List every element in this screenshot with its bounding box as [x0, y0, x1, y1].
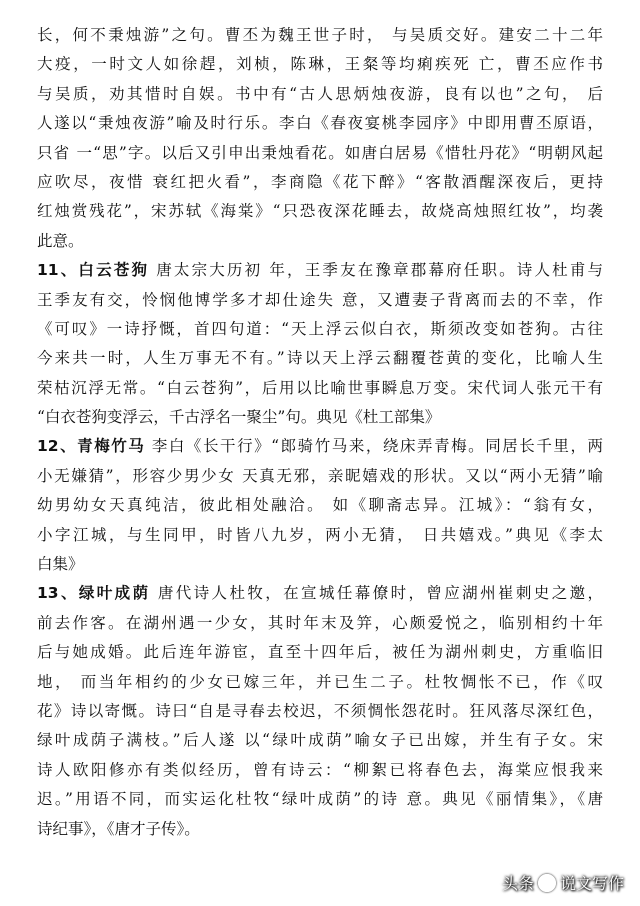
text-line	[37, 815, 603, 844]
section-heading: 13、绿叶成荫	[37, 584, 151, 603]
text-line	[37, 197, 603, 226]
line-text: 人遂以“秉烛夜游”喻及时行乐。李白《春夜宴桃李园序》中即用曹丕原语，	[37, 114, 603, 133]
line-text: 前去作客。在湖州遇一少女，其时年末及笄，心颇爱悦之，临别相约十年	[37, 613, 603, 632]
text-line	[37, 256, 603, 285]
text-line	[37, 21, 603, 50]
line-text: 此意。	[37, 231, 84, 250]
text-line	[37, 50, 603, 79]
line-text: 荣枯沉浮无常。“白云苍狗”，后用以比喻世事瞬息万变。宋代词人张元干有	[37, 378, 603, 397]
line-text: 应吹尽，夜惜 衰红把火看”，李商隐《花下醉》“客散酒醒深夜后，更持	[37, 172, 603, 191]
line-text: 与吴质，劝其惜时自娱。书中有“古人思炳烛夜游，良有以也”之句， 后	[37, 84, 603, 103]
line-text: 后与她成婚。此后连年游宦，直至十四年后，被任为湖州刺史，方重临旧	[37, 643, 603, 662]
text-line	[37, 227, 603, 256]
watermark	[502, 871, 624, 894]
text-line	[37, 756, 603, 785]
line-text: 唐太宗大历初 年，王季友在豫章郡幕府任职。诗人杜甫与	[149, 261, 603, 280]
line-text: 小字江城，与生同甲，时皆八九岁，两小无猜， 日共嬉戏。”典见《李太	[37, 525, 603, 544]
text-line	[37, 139, 603, 168]
line-text: 大疫，一时文人如徐趕，刘桢，陈琳，王粲等均痢疾死 亡，曹丕应作书	[37, 55, 603, 74]
line-text: 诗纪事》，《唐才子传》。	[37, 819, 200, 838]
watermark-left-text: 头条	[501, 874, 534, 893]
line-text: 《可叹》一诗抒慨，首四句道：“天上浮云似白衣，斯须改变如苍狗。古往	[37, 319, 603, 338]
text-line	[37, 668, 603, 697]
line-text: 绿叶成荫子满枝。”后人遂 以“绿叶成荫”喻女子已出嫁，并生有子女。宋	[37, 731, 603, 750]
line-text: 只省 一“思”字。以后又引申出秉烛看花。如唐白居易《惜牡丹花》“明朝风起	[37, 143, 603, 162]
text-line	[37, 286, 603, 315]
text-line	[37, 80, 603, 109]
text-line	[37, 374, 603, 403]
text-line	[37, 344, 603, 373]
section-heading: 12、青梅竹马	[37, 437, 146, 456]
line-text: 红烛赏残花”，宋苏轼《海棠》“只恐夜深花睡去，故烧高烛照红妆”，均袭	[37, 202, 603, 221]
line-text: 花》诗以寄慨。诗曰“自是寻春去校迟，不须惆怅怨花时。狂风落尽深红色，	[37, 701, 603, 720]
line-text: 李白《长干行》“郎骑竹马来，绕床弄青梅。同居长千里，两	[145, 437, 603, 456]
line-text: 诗人欧阳修亦有类似经历，曾有诗云：“柳絮已将春色去，海棠应恨我来	[37, 760, 603, 779]
section-heading: 11、白云苍狗	[37, 261, 150, 280]
text-line	[37, 550, 603, 579]
text-line	[37, 109, 603, 138]
text-line	[37, 579, 603, 608]
text-line	[37, 432, 603, 461]
line-text: 幼男幼女天真纯洁，彼此相处融洽。 如《聊斋志异。江城》：“翁有女，	[37, 496, 603, 515]
line-text: 白集》	[37, 555, 84, 574]
text-line	[37, 462, 603, 491]
text-line	[37, 521, 603, 550]
line-text: 唐代诗人杜牧，在宣城任幕僚时，曾应湖州崔刺史之邀，	[150, 584, 603, 603]
text-line	[37, 638, 603, 667]
text-line	[37, 315, 603, 344]
line-text: 王季友有交，怜悯他博学多才却仕途失 意，又遭妻子背离而去的不幸，作	[37, 290, 603, 309]
line-text: 小无嫌猜”，形容少男少女 天真无邪，亲昵嬉戏的形状。又以“两小无猜”喻	[37, 466, 603, 485]
watermark-right-text: 说文写作	[559, 874, 624, 893]
text-line	[37, 697, 603, 726]
text-line	[37, 491, 603, 520]
text-line	[37, 168, 603, 197]
watermark-logo-icon	[538, 874, 556, 892]
document-page	[37, 21, 603, 844]
text-line	[37, 785, 603, 814]
line-text: 迟。”用语不同，而实运化杜牧“绿叶成荫”的诗 意。典见《丽情集》，《唐	[37, 790, 603, 809]
line-text: 长，何不秉烛游”之句。曹丕为魏王世子时， 与吴质交好。建安二十二年	[37, 26, 603, 44]
line-text: 地， 而当年相约的少女已嫁三年，并已生二子。杜牧惆怅不已，作《叹	[37, 672, 603, 691]
line-text: “白衣苍狗变浮云，千古浮名一聚尘”句。典见《杜工部集》	[37, 408, 441, 427]
text-line	[37, 403, 603, 432]
line-text: 今来共一时，人生万事无不有。”诗以天上浮云翻覆苍黄的变化，比喻人生	[37, 349, 603, 368]
text-line	[37, 609, 603, 638]
text-line	[37, 726, 603, 755]
